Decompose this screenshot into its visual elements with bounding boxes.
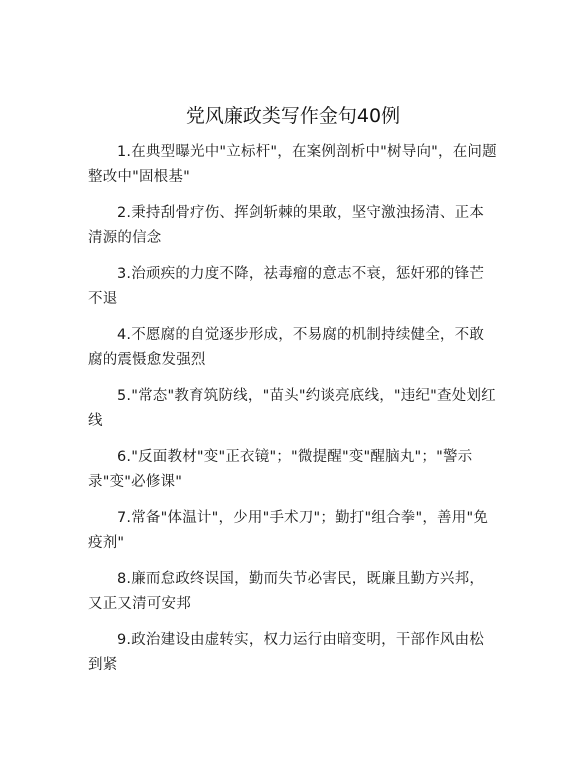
quote-item: 2.秉持刮骨疗伤、挥剑斩棘的果敢，坚守激浊扬清、正本清源的信念 xyxy=(88,205,485,246)
document-title: 党风廉政类写作金句40例 xyxy=(185,105,401,127)
quote-list xyxy=(88,140,498,689)
quote-item: 7.常备"体温计"，少用"手术刀"；勤打"组合拳"，善用"免疫剂" xyxy=(88,510,489,551)
quote-item: 6."反面教材"变"正衣镜"；"微提醒"变"醒脑丸"；"警示录"变"必修课" xyxy=(88,449,473,490)
quote-item: 4.不愿腐的自觉逐步形成，不易腐的机制持续健全，不敢腐的震慑愈发强烈 xyxy=(88,327,485,368)
quote-item: 9.政治建设由虚转实，权力运行由暗变明，干部作风由松到紧 xyxy=(88,632,485,673)
quote-item: 3.治顽疾的力度不降，祛毒瘤的意志不衰，惩奸邪的锋芒不退 xyxy=(88,266,485,307)
quote-item: 1.在典型曝光中"立标杆"，在案例剖析中"树导向"，在问题整改中"固根基" xyxy=(88,144,497,185)
quote-item: 8.廉而怠政终误国，勤而失节必害民，既廉且勤方兴邦，又正又清可安邦 xyxy=(88,571,485,612)
quote-item: 5."常态"教育筑防线，"苗头"约谈亮底线，"违纪"查处划红线 xyxy=(88,388,496,429)
